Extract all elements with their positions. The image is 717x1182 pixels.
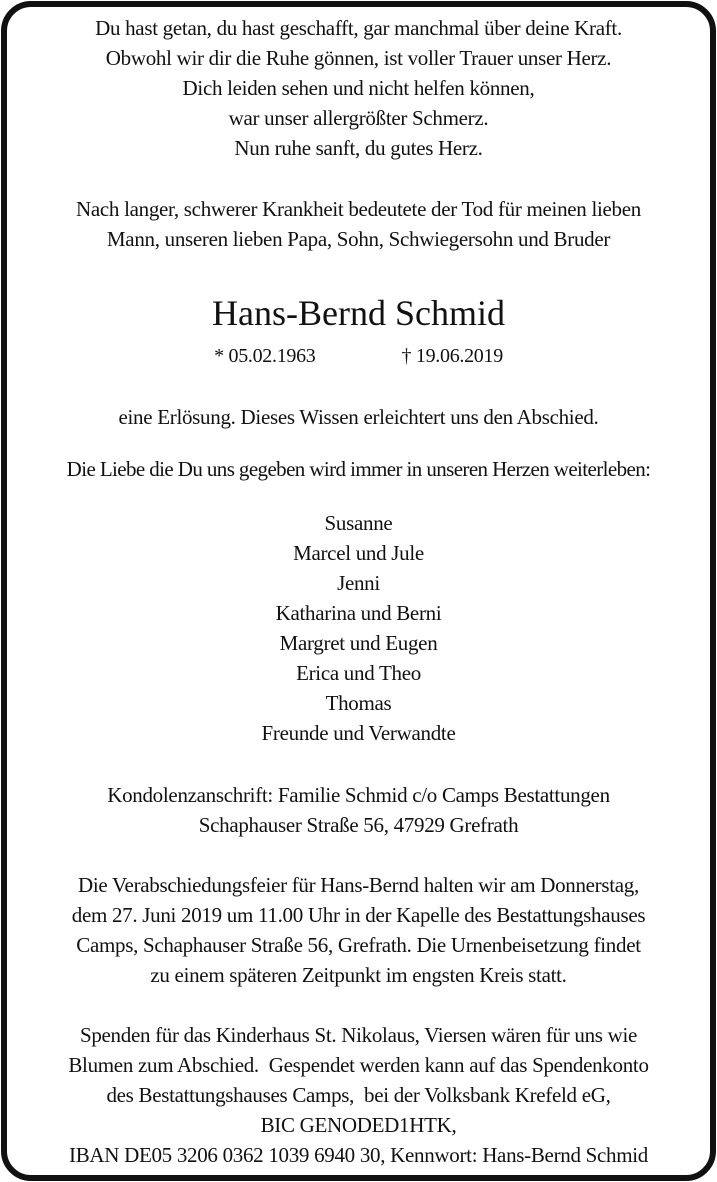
love-line: Die Liebe die Du uns gegeben wird immer in unseren Herzen weiterleben:	[66, 457, 651, 481]
poem	[0, 13, 717, 163]
condolence-address	[0, 780, 717, 840]
poem-line: Du hast getan, du hast geschafft, gar manchmal über deine Kraft.	[95, 16, 622, 40]
mourner: Susanne	[324, 511, 393, 535]
ceremony-info	[0, 870, 717, 990]
mourner: Katharina und Berni	[275, 601, 442, 625]
intro-text	[0, 194, 717, 254]
ceremony-line: zu einem späteren Zeitpunkt im engsten Kreis statt.	[150, 963, 567, 987]
poem-line: Dich leiden sehen und nicht helfen können,	[182, 76, 535, 100]
ceremony-line: Die Verabschiedungsfeier für Hans-Bernd halten wir am Donnerstag,	[78, 873, 639, 897]
condolence-line: Kondolenzanschrift: Familie Schmid c/o Camps Bestattungen	[107, 783, 610, 807]
donation-line: des Bestattungshauses Camps, bei der Volksbank Krefeld eG,	[106, 1083, 611, 1107]
mourner: Thomas	[325, 691, 392, 715]
intro-line: Mann, unseren lieben Papa, Sohn, Schwiegersohn und Bruder	[106, 227, 611, 251]
poem-line: Nun ruhe sanft, du gutes Herz.	[234, 136, 483, 160]
life-dates	[0, 341, 717, 371]
donation-info	[0, 1020, 717, 1170]
relief-line: eine Erlösung. Dieses Wissen erleichtert uns den Abschied.	[118, 405, 599, 429]
mourners-list	[0, 508, 717, 748]
mourner: Jenni	[337, 571, 380, 595]
donation-line: Blumen zum Abschied. Gespendet werden kann auf das Spendenkonto	[68, 1053, 649, 1077]
deceased-name: Hans-Bernd Schmid	[212, 293, 505, 333]
ceremony-line: dem 27. Juni 2019 um 11.00 Uhr in der Kapelle des Bestattungshauses	[71, 903, 646, 927]
poem-line: Obwohl wir dir die Ruhe gönnen, ist voller Trauer unser Herz.	[105, 46, 612, 70]
ceremony-line: Camps, Schaphauser Straße 56, Grefrath. Die Urnenbeisetzung findet	[76, 933, 641, 957]
birth-date: * 05.02.1963	[214, 345, 316, 367]
donation-line: BIC GENODED1HTK,	[260, 1113, 457, 1137]
donation-line: IBAN DE05 3206 0362 1039 6940 30, Kennwort: Hans-Bernd Schmid	[69, 1143, 648, 1167]
love-text	[0, 454, 717, 484]
mourner: Freunde und Verwandte	[261, 721, 456, 745]
death-date: † 19.06.2019	[401, 345, 503, 367]
mourner: Marcel und Jule	[293, 541, 424, 565]
mourner: Margret und Eugen	[279, 631, 438, 655]
condolence-line: Schaphauser Straße 56, 47929 Grefrath	[198, 813, 519, 837]
intro-line: Nach langer, schwerer Krankheit bedeutete der Tod für meinen lieben	[76, 197, 641, 221]
mourner: Erica und Theo	[296, 661, 421, 685]
poem-line: war unser allergrößter Schmerz.	[228, 106, 489, 130]
donation-line: Spenden für das Kinderhaus St. Nikolaus, Viersen wären für uns wie	[79, 1023, 638, 1047]
relief-text	[0, 402, 717, 432]
